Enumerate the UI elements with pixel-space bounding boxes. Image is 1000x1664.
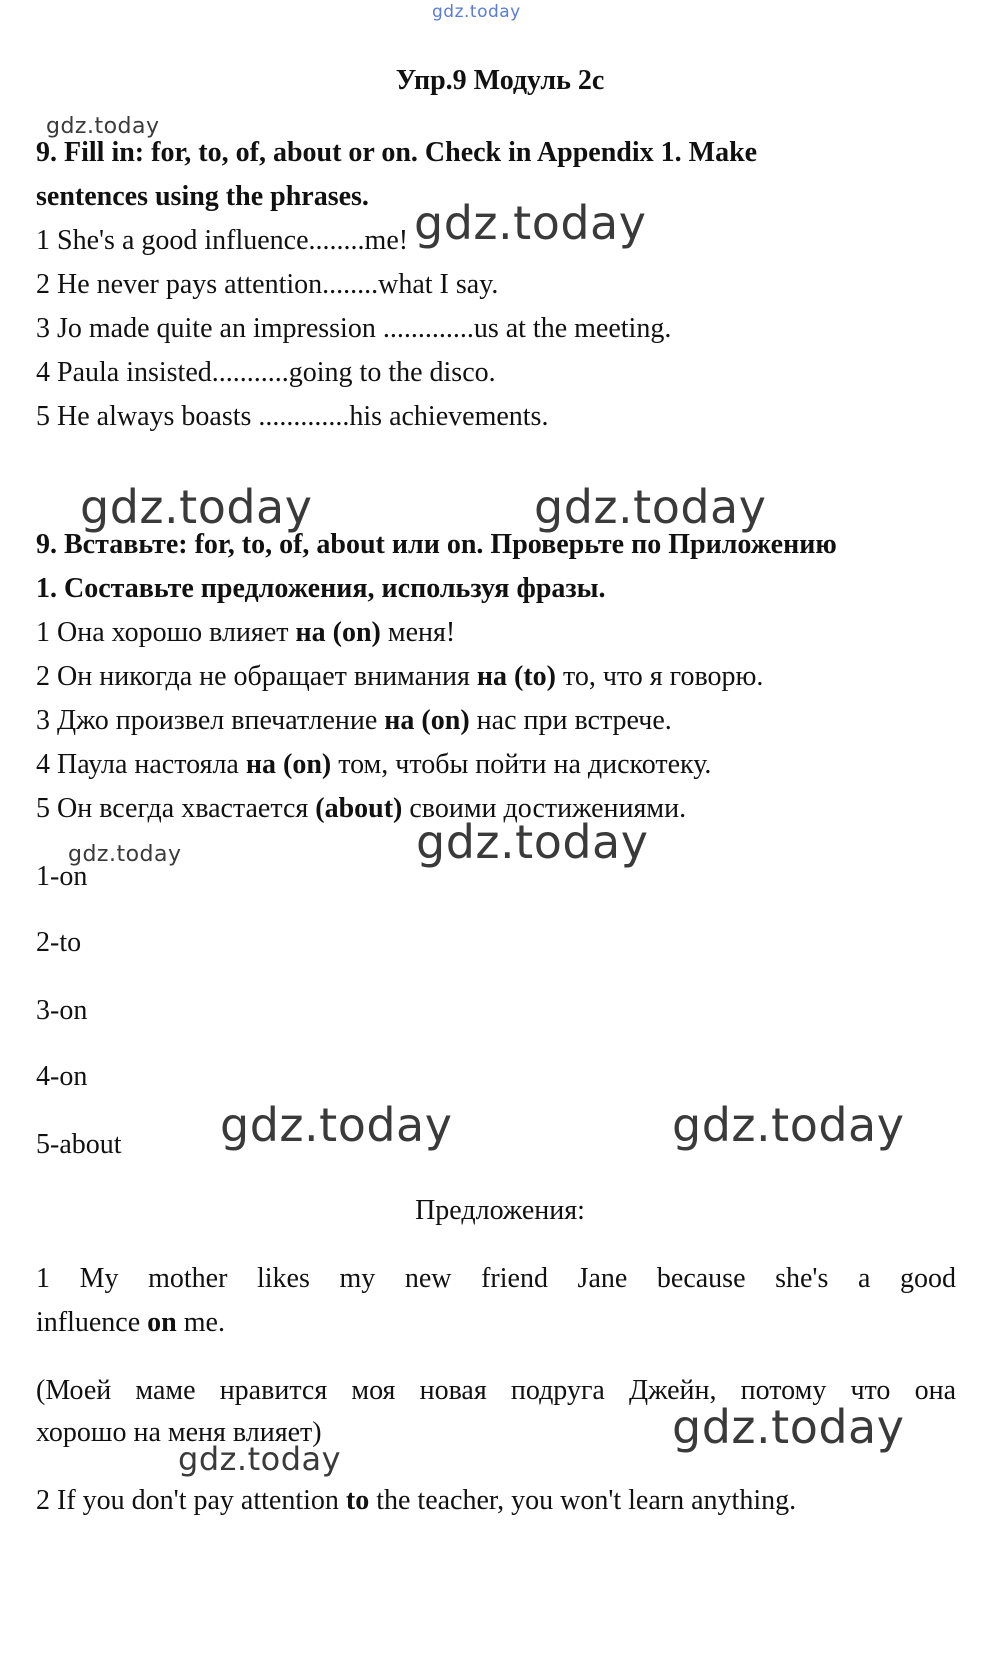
russian-item-text: нас при встрече. bbox=[469, 705, 672, 736]
sentence-answer: on bbox=[147, 1307, 177, 1338]
sentence-2 bbox=[36, 1484, 796, 1518]
english-item: 1 She's a good influence........me! bbox=[36, 225, 409, 256]
russian-item-text: том, чтобы пойти на дискотеку. bbox=[331, 749, 712, 780]
english-item: 4 Paula insisted...........going to the disco. bbox=[36, 357, 496, 388]
sentence-text: me. bbox=[176, 1307, 225, 1338]
sentence-text: 2 If you don't pay attention bbox=[36, 1485, 346, 1516]
answer-item: 3-on bbox=[36, 995, 88, 1026]
watermark: gdz.today bbox=[68, 842, 182, 867]
watermark: gdz.today bbox=[178, 1440, 342, 1478]
answer-item: 5-about bbox=[36, 1129, 122, 1160]
sentences-heading: Предложения: bbox=[415, 1195, 585, 1226]
russian-item-text: меня! bbox=[380, 617, 456, 648]
watermark: gdz.today bbox=[416, 815, 649, 869]
english-item: 2 He never pays attention........what I say. bbox=[36, 269, 499, 300]
answer-item: 4-on bbox=[36, 1061, 88, 1092]
russian-task-line-1: 9. Вставьте: for, to, of, about или on. Проверьте по Приложению bbox=[36, 529, 837, 560]
russian-item-answer: на (on) bbox=[245, 749, 332, 780]
russian-item-text: своими достижениями. bbox=[402, 793, 687, 824]
russian-item-text: 3 Джо произвел впечатление bbox=[36, 705, 385, 736]
watermark: gdz.today bbox=[672, 1400, 905, 1454]
watermark: gdz.today bbox=[80, 480, 313, 534]
russian-item-text: 2 Он никогда не обращает внимания bbox=[36, 661, 477, 692]
sentence-text: influence bbox=[36, 1307, 148, 1338]
english-task-line-1: 9. Fill in: for, to, of, about or on. Check in Appendix 1. Make bbox=[36, 137, 758, 168]
english-item: 5 He always boasts .............his achievements. bbox=[36, 401, 549, 432]
sentence-1-line-2 bbox=[36, 1306, 225, 1340]
russian-item-answer: (about) bbox=[315, 793, 403, 824]
russian-item bbox=[36, 748, 711, 782]
russian-item-answer: на (to) bbox=[476, 661, 556, 692]
russian-item bbox=[36, 660, 763, 694]
watermark: gdz.today bbox=[414, 196, 647, 250]
sentence-1-line-1: 1 My mother likes my new friend Jane because she's a good bbox=[36, 1263, 956, 1294]
translation-1-line-2: хорошо на меня влияет) bbox=[36, 1417, 322, 1448]
watermark: gdz.today bbox=[534, 480, 767, 534]
answer-item: 2-to bbox=[36, 927, 82, 958]
russian-item-text: 4 Паула настояла bbox=[36, 749, 246, 780]
russian-item-answer: на (on) bbox=[384, 705, 470, 736]
sentence-answer: to bbox=[345, 1485, 370, 1516]
watermark: gdz.today bbox=[46, 114, 160, 139]
russian-item-text: 1 Она хорошо влияет bbox=[36, 617, 296, 648]
russian-item bbox=[36, 792, 686, 826]
answer-item: 1-on bbox=[36, 861, 88, 892]
russian-item-text: 5 Он всегда хвастается bbox=[36, 793, 316, 824]
english-task-line-2: sentences using the phrases. bbox=[36, 181, 369, 212]
russian-item-text: то, что я говорю. bbox=[555, 661, 764, 692]
russian-item-answer: на (on) bbox=[295, 617, 381, 648]
russian-item bbox=[36, 616, 455, 650]
translation-1-line-1: (Моей маме нравится моя новая подруга Джейн, потому что она bbox=[36, 1375, 956, 1406]
english-item: 3 Jo made quite an impression .............us at the meeting. bbox=[36, 313, 672, 344]
russian-task-line-2: 1. Составьте предложения, используя фразы. bbox=[36, 573, 606, 604]
watermark: gdz.today bbox=[672, 1098, 905, 1152]
page-title: Упр.9 Модуль 2c bbox=[395, 65, 605, 96]
watermark: gdz.today bbox=[220, 1098, 453, 1152]
sentence-text: the teacher, you won't learn anything. bbox=[369, 1485, 797, 1516]
watermark-top: gdz.today bbox=[432, 2, 521, 22]
russian-item bbox=[36, 704, 672, 738]
